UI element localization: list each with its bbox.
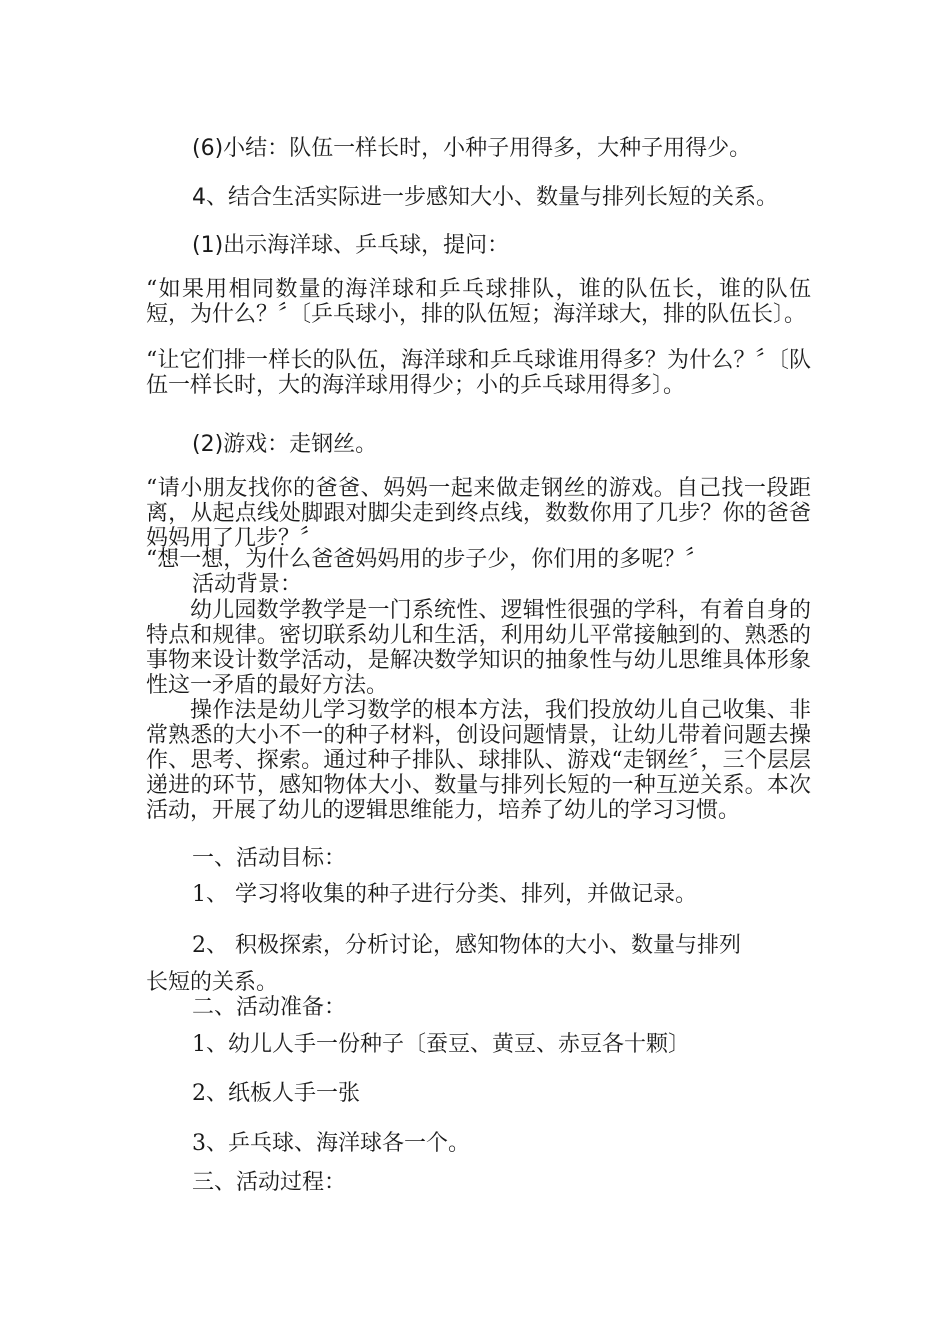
question-1-paragraph: “如果用相同数量的海洋球和乒乓球排队，谁的队伍长，谁的队伍短，为什么？〞〔乒乓球小，排的队伍短；海洋球大，排的队伍长〕。 [146,277,811,327]
step-4-heading: 4、结合生活实际进一步感知大小、数量与排列长短的关系。 [192,185,778,210]
subsection-2-title: (2)游戏：走钢丝。 [192,432,378,457]
goal-item-2-line-1: 2、 积极探索，分析讨论，感知物体的大小、数量与排列 [192,933,741,958]
prep-item-2: 2、纸板人手一张 [192,1081,360,1106]
think-question: “想一想，为什么爸爸妈妈用的步子少，你们用的多呢？〞 [146,547,708,572]
game-instruction-paragraph: “请小朋友找你的爸爸、妈妈一起来做走钢丝的游戏。自己找一段距离，从起点线处脚跟对脚尖走到终点线，数数你用了几步？你的爸爸妈妈用了几步？〞 [146,476,811,551]
subsection-1-title: (1)出示海洋球、乒乓球，提问： [192,233,510,258]
background-paragraph-2: 操作法是幼儿学习数学的根本方法，我们投放幼儿自己收集、非常熟悉的大小不一的种子材料，创设问题情景，让幼儿带着问题去操作、思考、探索。通过种子排队、球排队、游戏“走钢丝〞，三个层层递进的环节，感知物体大小、数量与排列长短的一种互逆关系。本次活动，开展了幼儿的逻辑思维能力，培养了幼儿的学习习惯。 [146,698,811,823]
goals-heading: 一、活动目标： [192,846,347,871]
background-heading: 活动背景： [192,572,303,597]
summary-line: (6)小结：队伍一样长时，小种子用得多，大种子用得少。 [192,136,752,161]
question-2-paragraph: “让它们排一样长的队伍，海洋球和乒乓球谁用得多？为什么？〞〔队伍一样长时，大的海洋球用得少；小的乒乓球用得多〕。 [146,348,811,398]
goal-item-1: 1、 学习将收集的种子进行分类、排列，并做记录。 [192,882,697,907]
background-paragraph-1: 幼儿园数学教学是一门系统性、逻辑性很强的学科，有着自身的特点和规律。密切联系幼儿和生活，利用幼儿平常接触到的、熟悉的事物来设计数学活动，是解决数学知识的抽象性与幼儿思维具体形象性这一矛盾的最好方法。 [146,598,811,698]
prep-item-3: 3、乒乓球、海洋球各一个。 [192,1131,470,1156]
process-heading: 三、活动过程： [192,1170,347,1195]
prep-heading: 二、活动准备： [192,995,347,1020]
prep-item-1: 1、幼儿人手一份种子〔蚕豆、黄豆、赤豆各十颗〕 [192,1032,690,1057]
goal-item-2-line-2: 长短的关系。 [146,970,279,995]
